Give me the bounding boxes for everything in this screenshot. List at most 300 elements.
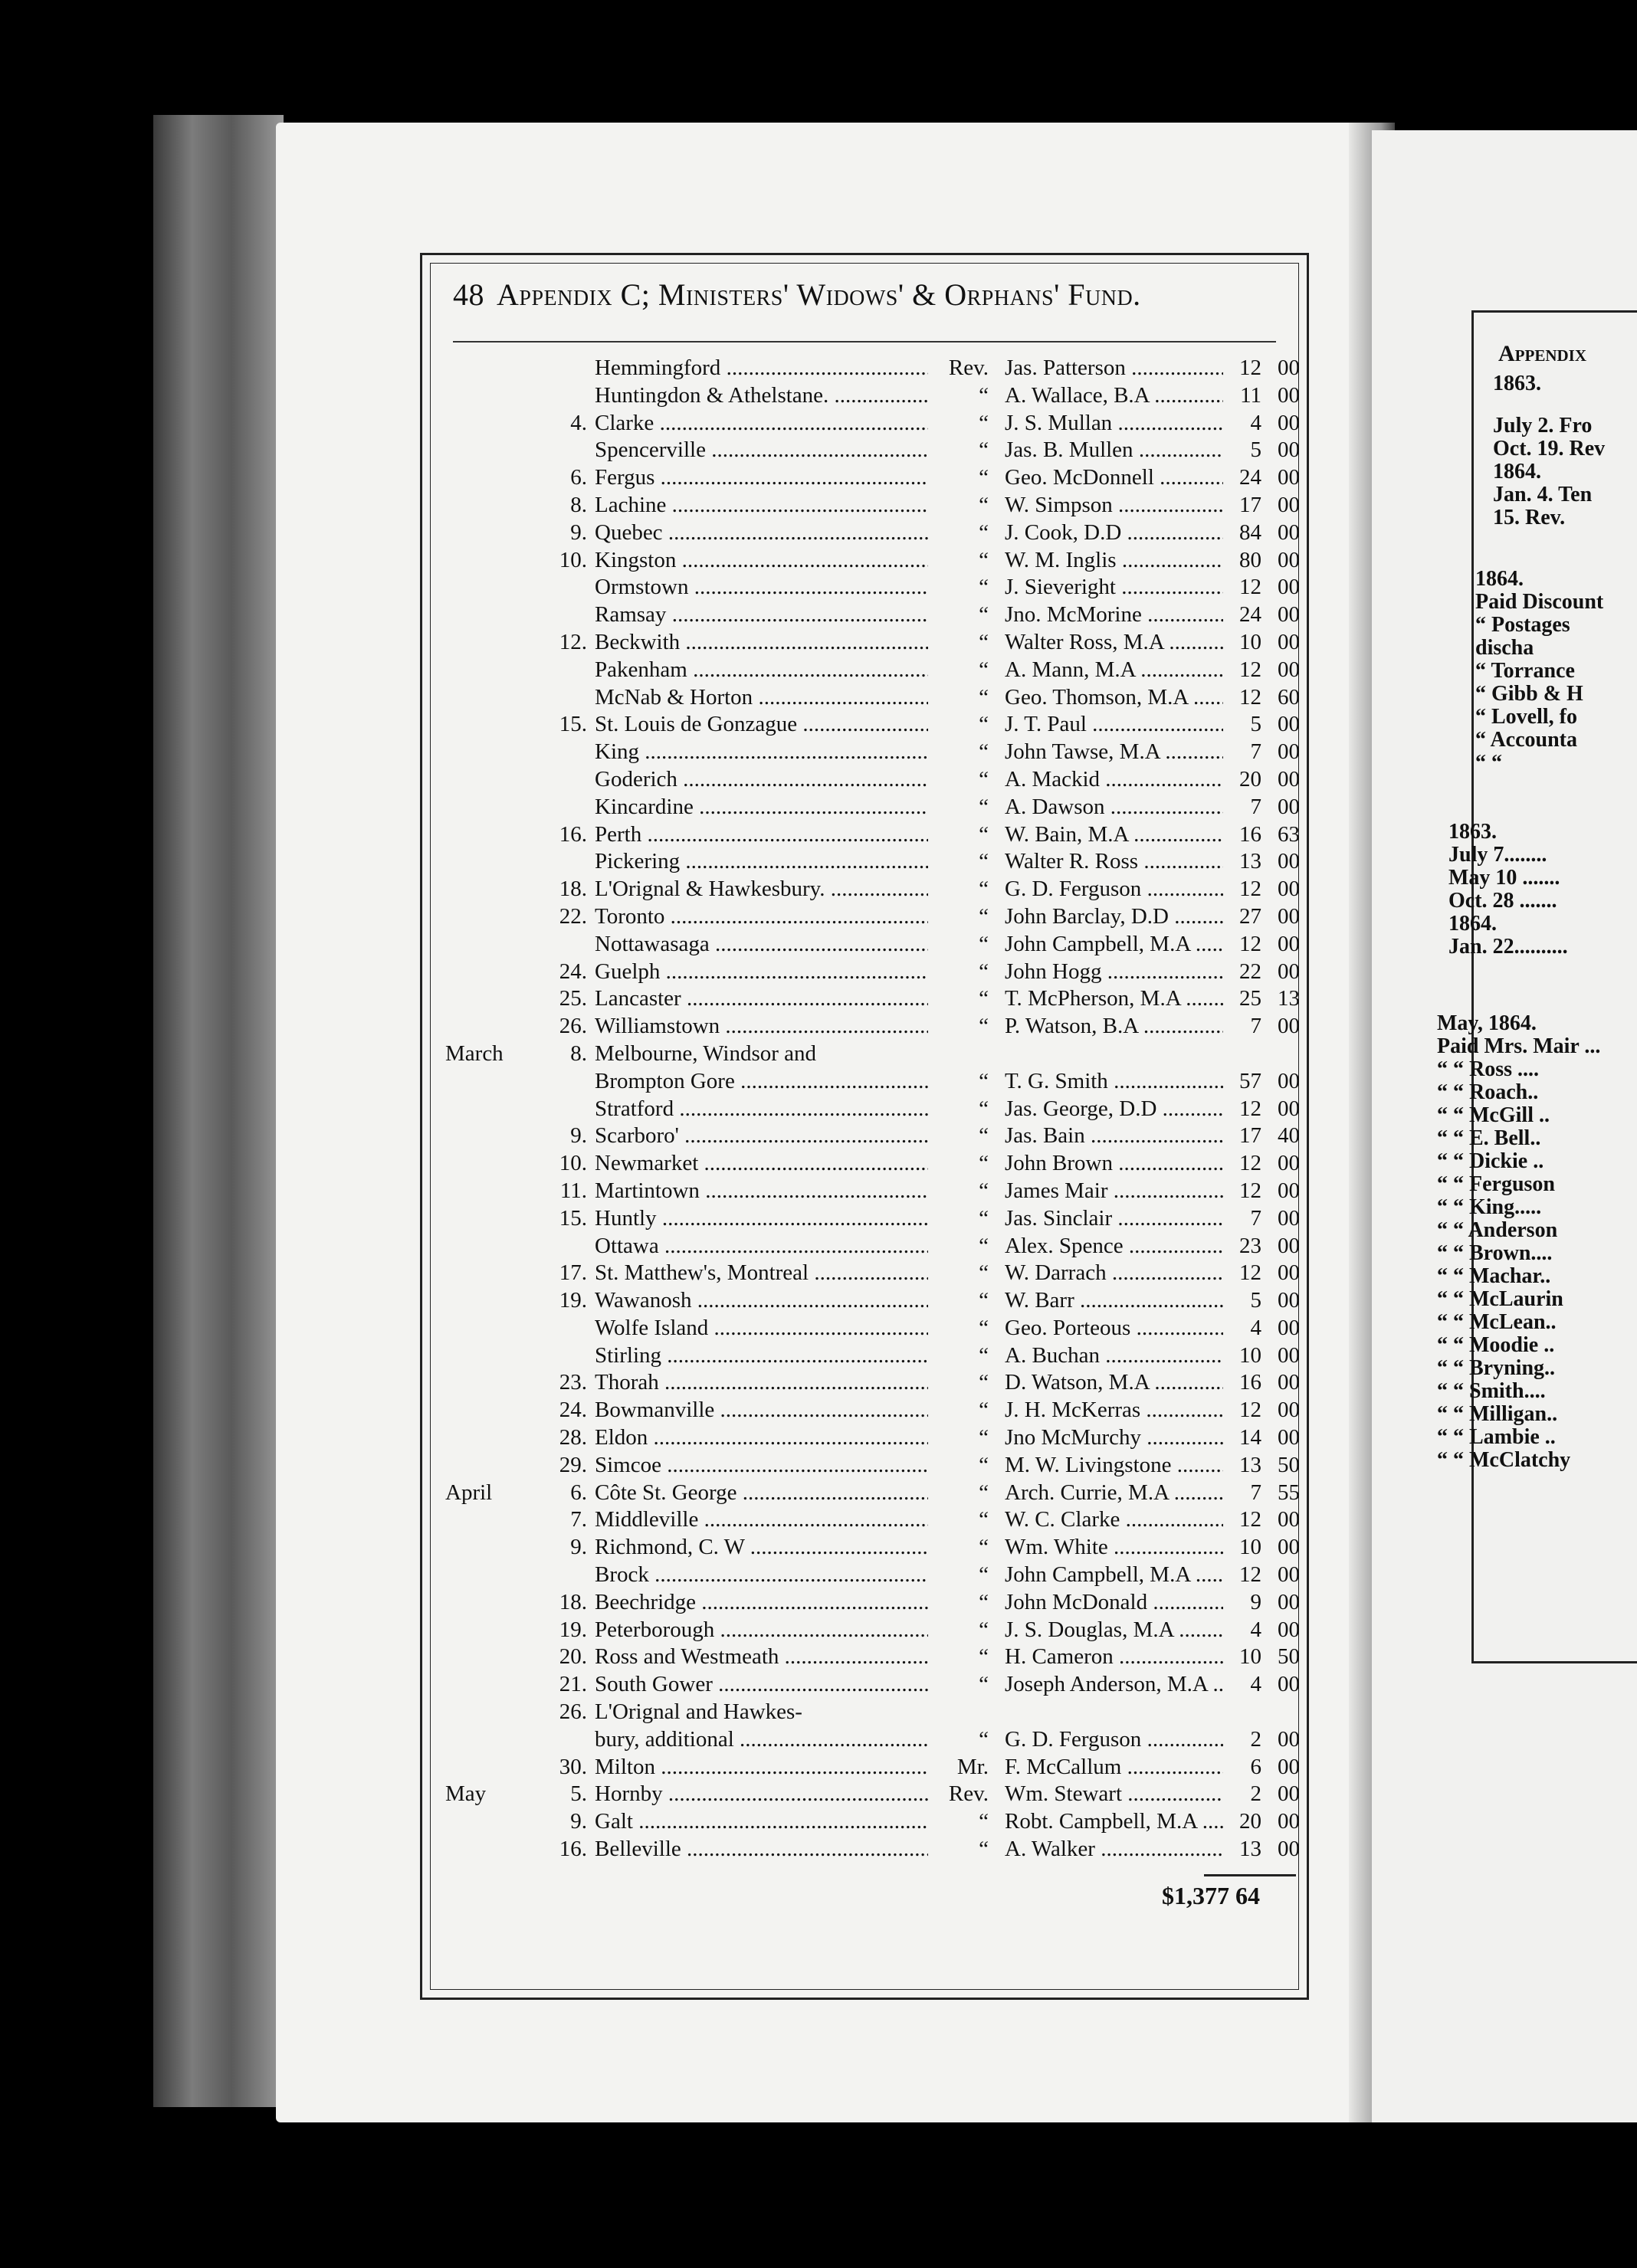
entry-cents: 00 xyxy=(1278,519,1300,545)
entry-cents: 00 xyxy=(1278,1288,1300,1313)
facing-page-line: July 7........ xyxy=(1448,843,1547,867)
entry-dollars: 12 xyxy=(1223,1506,1261,1534)
entry-day: 18. xyxy=(559,1589,587,1614)
entry-title: “ xyxy=(928,1013,989,1041)
entry-congregation: Stirling ..... xyxy=(595,1342,959,1370)
entry-day: 26. xyxy=(559,1014,587,1039)
entry-day: 20. xyxy=(559,1644,587,1670)
ledger-row xyxy=(422,1369,1307,1397)
ledger-row xyxy=(422,1233,1307,1260)
entry-title: “ xyxy=(928,1534,989,1562)
entry-congregation: Fergus ..... xyxy=(595,464,959,492)
entry-dollars: 13 xyxy=(1223,1452,1261,1480)
facing-page-line: “ Gibb & H xyxy=(1475,682,1583,706)
entry-dollars: 2 xyxy=(1223,1726,1261,1754)
entry-title: “ xyxy=(928,959,989,986)
entry-minister: J. H. McKerras ..... xyxy=(1005,1397,1231,1424)
entry-dollars: 7 xyxy=(1223,794,1261,821)
facing-page-line: “ “ Bryning.. xyxy=(1437,1356,1556,1380)
entry-cents: 00 xyxy=(1278,1425,1300,1450)
ledger-row xyxy=(422,629,1307,657)
ledger-row xyxy=(422,876,1307,903)
entry-cents: 00 xyxy=(1278,1178,1300,1203)
entry-cents: 00 xyxy=(1278,1589,1300,1614)
entry-dollars: 16 xyxy=(1223,1369,1261,1397)
facing-page-line: “ “ Milligan.. xyxy=(1437,1402,1558,1426)
entry-cents: 00 xyxy=(1278,1398,1300,1423)
entry-dollars: 17 xyxy=(1223,492,1261,519)
entry-day: 8. xyxy=(570,492,587,517)
entry-title: “ xyxy=(928,1836,989,1863)
entry-congregation: Milton ..... xyxy=(595,1754,959,1781)
entry-minister: Wm. White ..... xyxy=(1005,1534,1231,1562)
entry-congregation: King ..... xyxy=(595,739,959,766)
entry-congregation: Wawanosh ..... xyxy=(595,1287,959,1315)
entry-title: “ xyxy=(928,684,989,712)
entry-title: “ xyxy=(928,739,989,766)
facing-page-line: “ “ Roach.. xyxy=(1437,1080,1539,1104)
facing-page-line: May, 1864. xyxy=(1437,1011,1537,1035)
entry-month: May xyxy=(445,1781,487,1807)
entry-dollars: 57 xyxy=(1223,1068,1261,1096)
entry-title: “ xyxy=(928,1480,989,1507)
entry-congregation: bury, additional ..... xyxy=(595,1726,959,1754)
facing-page-line: “ Lovell, fo xyxy=(1475,705,1577,729)
entry-title: “ xyxy=(928,1123,989,1150)
facing-page-line: Paid Discount xyxy=(1475,590,1604,614)
page-number: 48 xyxy=(453,277,484,312)
ledger-row xyxy=(422,1068,1307,1096)
ledger-row xyxy=(422,766,1307,794)
entry-dollars: 14 xyxy=(1223,1424,1261,1452)
ledger-row xyxy=(422,547,1307,575)
entry-congregation: Belleville ..... xyxy=(595,1836,959,1863)
ledger-total: $1,377 64 xyxy=(1162,1882,1260,1909)
entry-minister: D. Watson, M.A ..... xyxy=(1005,1369,1231,1397)
ledger-row xyxy=(422,355,1307,382)
entry-cents: 00 xyxy=(1278,877,1300,902)
ledger-row xyxy=(422,1480,1307,1507)
entry-minister: Jno. McMorine ..... xyxy=(1005,601,1231,629)
entry-day: 9. xyxy=(570,1809,587,1834)
entry-day: 15. xyxy=(559,712,587,737)
entry-title: “ xyxy=(928,931,989,959)
entry-title: “ xyxy=(928,492,989,519)
entry-title: “ xyxy=(928,1096,989,1123)
entry-dollars: 12 xyxy=(1223,355,1261,382)
ledger-row xyxy=(422,1041,1307,1068)
entry-day: 16. xyxy=(559,1837,587,1862)
entry-cents: 00 xyxy=(1278,1562,1300,1588)
ledger-row xyxy=(422,1617,1307,1644)
entry-cents: 00 xyxy=(1278,410,1300,435)
entry-minister: A. Mackid ..... xyxy=(1005,766,1231,794)
entry-cents: 00 xyxy=(1278,1151,1300,1176)
entry-congregation: Toronto ..... xyxy=(595,903,959,931)
entry-minister: Jas. Sinclair ..... xyxy=(1005,1205,1231,1233)
entry-congregation: Pickering ..... xyxy=(595,848,959,876)
entry-day: 8. xyxy=(570,1041,587,1066)
entry-day: 21. xyxy=(559,1672,587,1697)
facing-page-line: “ “ Dickie .. xyxy=(1437,1149,1544,1173)
entry-minister: John Barclay, D.D ..... xyxy=(1005,903,1231,931)
entry-dollars: 12 xyxy=(1223,1096,1261,1123)
entry-cents: 00 xyxy=(1278,1233,1300,1258)
entry-dollars: 5 xyxy=(1223,711,1261,739)
entry-title: “ xyxy=(928,794,989,821)
entry-cents: 00 xyxy=(1278,1672,1300,1697)
entry-title: “ xyxy=(928,1644,989,1671)
facing-page-line: “ “ Brown.... xyxy=(1437,1241,1553,1265)
entry-day: 19. xyxy=(559,1288,587,1313)
entry-dollars: 4 xyxy=(1223,1671,1261,1699)
facing-page-line: “ Torrance xyxy=(1475,659,1575,683)
entry-cents: 40 xyxy=(1278,1123,1300,1149)
ledger-row xyxy=(422,1836,1307,1863)
entry-minister: W. M. Inglis ..... xyxy=(1005,547,1231,575)
ledger-row xyxy=(422,1781,1307,1808)
entry-title: “ xyxy=(928,1671,989,1699)
entry-minister: John Hogg ..... xyxy=(1005,959,1231,986)
entry-cents: 13 xyxy=(1278,986,1300,1011)
entry-title: “ xyxy=(928,985,989,1013)
page-title: Appendix C; Ministers' Widows' & Orphans' Fund. xyxy=(497,277,1141,312)
entry-day: 6. xyxy=(570,465,587,490)
ledger-row xyxy=(422,794,1307,821)
ledger-row xyxy=(422,1315,1307,1342)
entry-dollars: 7 xyxy=(1223,739,1261,766)
ledger-row xyxy=(422,1562,1307,1589)
entry-minister: J. T. Paul ..... xyxy=(1005,711,1231,739)
entry-title: “ xyxy=(928,876,989,903)
entry-cents: 00 xyxy=(1278,382,1300,408)
entry-title: “ xyxy=(928,1233,989,1260)
facing-page-line: 1864. xyxy=(1475,567,1524,591)
entry-cents: 00 xyxy=(1278,465,1300,490)
entry-minister: G. D. Ferguson ..... xyxy=(1005,1726,1231,1754)
ledger-row xyxy=(422,657,1307,684)
entry-dollars: 20 xyxy=(1223,1808,1261,1836)
entry-minister: A. Mann, M.A ..... xyxy=(1005,657,1231,684)
entry-cents: 00 xyxy=(1278,1837,1300,1862)
ledger-row xyxy=(422,711,1307,739)
entry-dollars: 12 xyxy=(1223,684,1261,712)
facing-page-line: May 10 ....... xyxy=(1448,866,1560,890)
facing-page-line: July 2. Fro xyxy=(1493,414,1593,438)
entry-cents: 00 xyxy=(1278,1370,1300,1395)
entry-congregation: L'Orignal and Hawkes- xyxy=(595,1699,802,1725)
facing-page-line: “ “ McGill .. xyxy=(1437,1103,1550,1127)
entry-minister: John Tawse, M.A ..... xyxy=(1005,739,1231,766)
entry-day: 30. xyxy=(559,1754,587,1779)
ledger-row xyxy=(422,959,1307,986)
entry-congregation: Lachine ..... xyxy=(595,492,959,519)
entry-day: 10. xyxy=(559,1151,587,1176)
entry-congregation: Clarke ..... xyxy=(595,410,959,438)
entry-title: “ xyxy=(928,1178,989,1205)
facing-page-line: “ “ Ferguson xyxy=(1437,1172,1555,1196)
entry-title: Rev. xyxy=(928,355,989,382)
entry-cents: 00 xyxy=(1278,1726,1300,1752)
entry-title: “ xyxy=(928,766,989,794)
entry-minister: Arch. Currie, M.A ..... xyxy=(1005,1480,1231,1507)
entry-cents: 00 xyxy=(1278,575,1300,600)
entry-day: 15. xyxy=(559,1205,587,1231)
entry-title: “ xyxy=(928,382,989,410)
entry-day: 28. xyxy=(559,1425,587,1450)
entry-congregation: Ottawa ..... xyxy=(595,1233,959,1260)
ledger-row xyxy=(422,1123,1307,1150)
entry-minister: G. D. Ferguson ..... xyxy=(1005,876,1231,903)
facing-page-line: “ “ Machar.. xyxy=(1437,1264,1551,1288)
ledger-row xyxy=(422,848,1307,876)
entry-dollars: 4 xyxy=(1223,1315,1261,1342)
entry-congregation: Kingston ..... xyxy=(595,547,959,575)
entry-dollars: 27 xyxy=(1223,903,1261,931)
entry-day: 12. xyxy=(559,629,587,654)
facing-page-line: “ “ xyxy=(1475,751,1502,775)
ledger-row xyxy=(422,1534,1307,1562)
entry-title: “ xyxy=(928,1808,989,1836)
entry-congregation: St. Louis de Gonzague ..... xyxy=(595,711,959,739)
entry-congregation: Scarboro' ..... xyxy=(595,1123,959,1150)
entry-minister: W. Barr ..... xyxy=(1005,1287,1231,1315)
page-header xyxy=(453,277,1291,313)
ledger-row xyxy=(422,410,1307,438)
entry-congregation: Côte St. George ..... xyxy=(595,1480,959,1507)
ledger-row xyxy=(422,1699,1307,1726)
entry-cents: 00 xyxy=(1278,1315,1300,1340)
entry-minister: W. Simpson ..... xyxy=(1005,492,1231,519)
entry-title: “ xyxy=(928,1562,989,1589)
entry-congregation: Simcoe ..... xyxy=(595,1452,959,1480)
entry-day: 11. xyxy=(559,1178,587,1203)
entry-cents: 50 xyxy=(1278,1644,1300,1670)
entry-minister: A. Wallace, B.A ..... xyxy=(1005,382,1231,410)
entry-dollars: 16 xyxy=(1223,821,1261,849)
entry-day: 18. xyxy=(559,877,587,902)
entry-minister: T. McPherson, M.A ..... xyxy=(1005,985,1231,1013)
entry-minister: Wm. Stewart ..... xyxy=(1005,1781,1231,1808)
entry-cents: 00 xyxy=(1278,959,1300,984)
entry-minister: T. G. Smith ..... xyxy=(1005,1068,1231,1096)
entry-minister: W. Darrach ..... xyxy=(1005,1260,1231,1287)
entry-congregation: Thorah ..... xyxy=(595,1369,959,1397)
ledger-row xyxy=(422,1397,1307,1424)
entry-dollars: 12 xyxy=(1223,876,1261,903)
entry-minister: F. McCallum ..... xyxy=(1005,1754,1231,1781)
ledger-row xyxy=(422,903,1307,931)
entry-cents: 55 xyxy=(1278,1480,1300,1505)
entry-day: 10. xyxy=(559,547,587,572)
entry-congregation: Brompton Gore ..... xyxy=(595,1068,959,1096)
entry-title: “ xyxy=(928,1397,989,1424)
entry-congregation: Huntingdon & Athelstane. ..... xyxy=(595,382,959,410)
ledger-frame xyxy=(420,253,1309,2000)
entry-cents: 00 xyxy=(1278,356,1300,380)
sum-rule xyxy=(1204,1874,1296,1876)
entry-congregation: Wolfe Island ..... xyxy=(595,1315,959,1342)
entry-minister: John McDonald ..... xyxy=(1005,1589,1231,1617)
entry-minister: J. S. Douglas, M.A ..... xyxy=(1005,1617,1231,1644)
facing-page-line: “ Postages xyxy=(1475,613,1570,637)
ledger-row xyxy=(422,684,1307,712)
entry-congregation: Middleville ..... xyxy=(595,1506,959,1534)
entry-dollars: 24 xyxy=(1223,464,1261,492)
facing-page-line: “ “ Smith.... xyxy=(1437,1379,1546,1403)
entry-congregation: Hemmingford ..... xyxy=(595,355,959,382)
ledger-row xyxy=(422,382,1307,410)
entry-cents: 00 xyxy=(1278,794,1300,819)
entry-day: 6. xyxy=(570,1480,587,1505)
entry-cents: 00 xyxy=(1278,903,1300,929)
entry-dollars: 13 xyxy=(1223,848,1261,876)
entry-cents: 00 xyxy=(1278,1014,1300,1039)
entry-day: 4. xyxy=(570,410,587,435)
entry-minister: M. W. Livingstone ..... xyxy=(1005,1452,1231,1480)
entry-title: “ xyxy=(928,1617,989,1644)
entry-congregation: Quebec ..... xyxy=(595,519,959,547)
entry-dollars: 80 xyxy=(1223,547,1261,575)
entry-cents: 00 xyxy=(1278,1617,1300,1642)
entry-congregation: Galt ..... xyxy=(595,1808,959,1836)
entry-cents: 50 xyxy=(1278,1452,1300,1477)
entry-day: 29. xyxy=(559,1452,587,1477)
entry-title: “ xyxy=(928,629,989,657)
ledger-row xyxy=(422,1287,1307,1315)
entry-congregation: Kincardine ..... xyxy=(595,794,959,821)
entry-minister: A. Dawson ..... xyxy=(1005,794,1231,821)
entry-dollars: 12 xyxy=(1223,574,1261,601)
ledger-row xyxy=(422,1424,1307,1452)
entry-congregation: Melbourne, Windsor and xyxy=(595,1041,817,1066)
entry-congregation: South Gower ..... xyxy=(595,1671,959,1699)
entry-congregation: Eldon ..... xyxy=(595,1424,959,1452)
facing-page-line: Oct. 28 ....... xyxy=(1448,889,1557,913)
facing-page-line: Jan. 22.......... xyxy=(1448,935,1568,959)
entry-day: 24. xyxy=(559,959,587,984)
entry-day: 7. xyxy=(570,1507,587,1532)
entry-cents: 60 xyxy=(1278,684,1300,710)
book-fore-edge xyxy=(153,115,284,2107)
entry-title: “ xyxy=(928,1315,989,1342)
entry-congregation: Peterborough ..... xyxy=(595,1617,959,1644)
entry-cents: 00 xyxy=(1278,1535,1300,1560)
entry-cents: 00 xyxy=(1278,1507,1300,1532)
ledger-row xyxy=(422,1096,1307,1123)
ledger-row xyxy=(422,601,1307,629)
entry-day: 9. xyxy=(570,1535,587,1560)
entry-title: “ xyxy=(928,1506,989,1534)
entry-minister: James Mair ..... xyxy=(1005,1178,1231,1205)
ledger-row xyxy=(422,1644,1307,1671)
entry-title: “ xyxy=(928,519,989,547)
ledger-row xyxy=(422,464,1307,492)
ledger-row xyxy=(422,821,1307,849)
entry-congregation: L'Orignal & Hawkesbury. ..... xyxy=(595,876,959,903)
entry-day: 9. xyxy=(570,1123,587,1149)
entry-title: Mr. xyxy=(928,1754,989,1781)
entry-congregation: Ormstown ..... xyxy=(595,574,959,601)
entry-congregation: Bowmanville ..... xyxy=(595,1397,959,1424)
entry-minister: John Brown ..... xyxy=(1005,1150,1231,1178)
entry-dollars: 5 xyxy=(1223,1287,1261,1315)
entry-congregation: Beckwith ..... xyxy=(595,629,959,657)
entry-day: 23. xyxy=(559,1370,587,1395)
ledger-row xyxy=(422,931,1307,959)
entry-title: “ xyxy=(928,821,989,849)
facing-page-line: “ “ McClatchy xyxy=(1437,1448,1571,1472)
entry-minister: W. C. Clarke ..... xyxy=(1005,1506,1231,1534)
entry-title: “ xyxy=(928,711,989,739)
entry-dollars: 25 xyxy=(1223,985,1261,1013)
facing-page-line: “ “ Anderson xyxy=(1437,1218,1558,1242)
entry-title: “ xyxy=(928,1260,989,1287)
entry-title: “ xyxy=(928,657,989,684)
entry-congregation: Perth ..... xyxy=(595,821,959,849)
entry-cents: 00 xyxy=(1278,1068,1300,1093)
entry-cents: 00 xyxy=(1278,492,1300,517)
entry-cents: 00 xyxy=(1278,1781,1300,1807)
entry-dollars: 10 xyxy=(1223,1342,1261,1370)
entry-congregation: Goderich ..... xyxy=(595,766,959,794)
entry-congregation: Ramsay ..... xyxy=(595,601,959,629)
facing-page-line: 1863. xyxy=(1448,820,1497,844)
entry-cents: 00 xyxy=(1278,629,1300,654)
entry-day: 22. xyxy=(559,903,587,929)
entry-congregation: Huntly ..... xyxy=(595,1205,959,1233)
entry-minister: Geo. Porteous ..... xyxy=(1005,1315,1231,1342)
entry-title: “ xyxy=(928,547,989,575)
entry-congregation: Brock ..... xyxy=(595,1562,959,1589)
entry-minister: Jno McMurchy ..... xyxy=(1005,1424,1231,1452)
entry-dollars: 10 xyxy=(1223,629,1261,657)
ledger-row xyxy=(422,437,1307,464)
facing-page-line: “ “ King..... xyxy=(1437,1195,1542,1219)
ledger-row xyxy=(422,1205,1307,1233)
ledger-row xyxy=(422,1671,1307,1699)
entry-minister: Geo. Thomson, M.A ..... xyxy=(1005,684,1231,712)
entry-day: 17. xyxy=(559,1260,587,1286)
entry-day: 16. xyxy=(559,821,587,847)
facing-page-line: 15. Rev. xyxy=(1493,506,1566,529)
entry-dollars: 12 xyxy=(1223,1150,1261,1178)
entry-minister: J. Sieveright ..... xyxy=(1005,574,1231,601)
entry-minister: W. Bain, M.A ..... xyxy=(1005,821,1231,849)
entry-dollars: 20 xyxy=(1223,766,1261,794)
entry-dollars: 5 xyxy=(1223,437,1261,464)
entry-title: “ xyxy=(928,848,989,876)
entry-dollars: 7 xyxy=(1223,1013,1261,1041)
entry-title: “ xyxy=(928,1342,989,1370)
facing-page-line: 1864. xyxy=(1448,912,1497,936)
entry-dollars: 12 xyxy=(1223,1260,1261,1287)
entry-minister: A. Walker ..... xyxy=(1005,1836,1231,1863)
entry-title: “ xyxy=(928,1452,989,1480)
entry-minister: John Campbell, M.A ..... xyxy=(1005,1562,1231,1589)
entry-congregation: Ross and Westmeath ..... xyxy=(595,1644,959,1671)
entry-day: 5. xyxy=(570,1781,587,1807)
entry-title: “ xyxy=(928,1068,989,1096)
facing-page-line: “ “ McLean.. xyxy=(1437,1310,1557,1334)
facing-page-line: 1863. xyxy=(1493,372,1541,395)
ledger-row xyxy=(422,1754,1307,1781)
entry-dollars: 12 xyxy=(1223,1562,1261,1589)
entry-cents: 00 xyxy=(1278,849,1300,874)
entry-dollars: 9 xyxy=(1223,1589,1261,1617)
entry-congregation: Newmarket ..... xyxy=(595,1150,959,1178)
entry-congregation: Pakenham ..... xyxy=(595,657,959,684)
